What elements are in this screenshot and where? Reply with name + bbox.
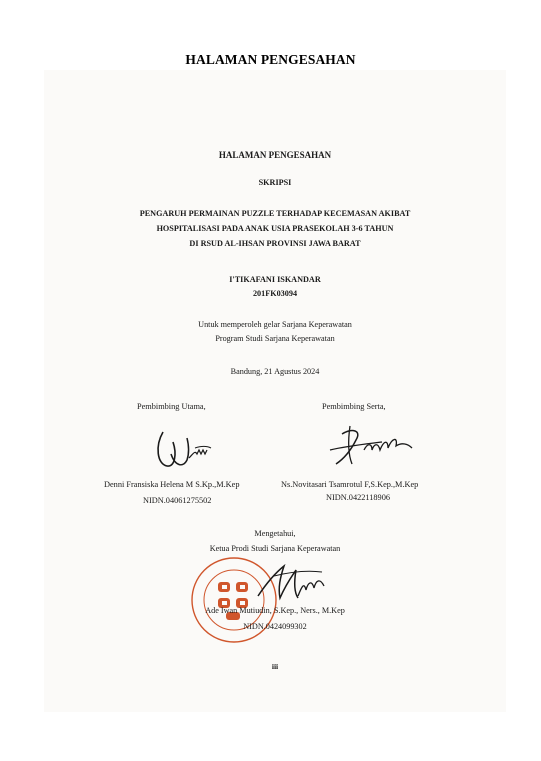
author-name: I'TIKAFANI ISKANDAR xyxy=(229,275,321,284)
page-number: iii xyxy=(271,662,279,671)
supervisor-co-signature xyxy=(322,420,422,472)
thesis-title-line-3: DI RSUD AL-IHSAN PROVINSI JAWA BARAT xyxy=(189,239,361,248)
document-heading: HALAMAN PENGESAHAN xyxy=(218,150,332,160)
supervisor-co-role: Pembimbing Serta, xyxy=(322,402,386,411)
scanned-approval-sheet xyxy=(44,70,506,712)
place-date: Bandung, 21 Agustus 2024 xyxy=(230,367,320,376)
document-type: SKRIPSI xyxy=(258,178,292,187)
purpose-line-1: Untuk memperoleh gelar Sarjana Keperawatan xyxy=(198,320,352,329)
page-title: HALAMAN PENGESAHAN xyxy=(185,52,356,67)
student-id: 201FK03094 xyxy=(252,289,298,298)
approval-role: Ketua Prodi Studi Sarjana Keperawatan xyxy=(209,544,341,553)
approver-name: Ade Iwan Mutiudin, S.Kep., Ners., M.Kep xyxy=(205,606,345,615)
supervisor-main-nidn: NIDN.04061275502 xyxy=(143,496,212,505)
supervisor-main-role: Pembimbing Utama, xyxy=(137,402,206,411)
purpose-line-2: Program Studi Sarjana Keperawatan xyxy=(215,334,335,343)
supervisor-main-name: Denni Fransiska Helena M S.Kp.,M.Kep xyxy=(104,480,240,489)
supervisor-main-signature xyxy=(149,424,224,474)
thesis-title-line-1: PENGARUH PERMAINAN PUZZLE TERHADAP KECEMASAN AKIBAT xyxy=(139,209,411,218)
supervisor-co-nidn: NIDN.0422118906 xyxy=(326,493,390,502)
approval-label: Mengetahui, xyxy=(254,529,296,538)
approver-nidn: NIDN.0424099302 xyxy=(243,622,307,631)
approver-signature xyxy=(244,556,334,608)
thesis-title-line-2: HOSPITALISASI PADA ANAK USIA PRASEKOLAH 3-6 TAHUN xyxy=(156,224,394,233)
supervisor-co-name: Ns.Novitasari Tsamrotul F,S.Kep.,M.Kep xyxy=(281,480,419,489)
